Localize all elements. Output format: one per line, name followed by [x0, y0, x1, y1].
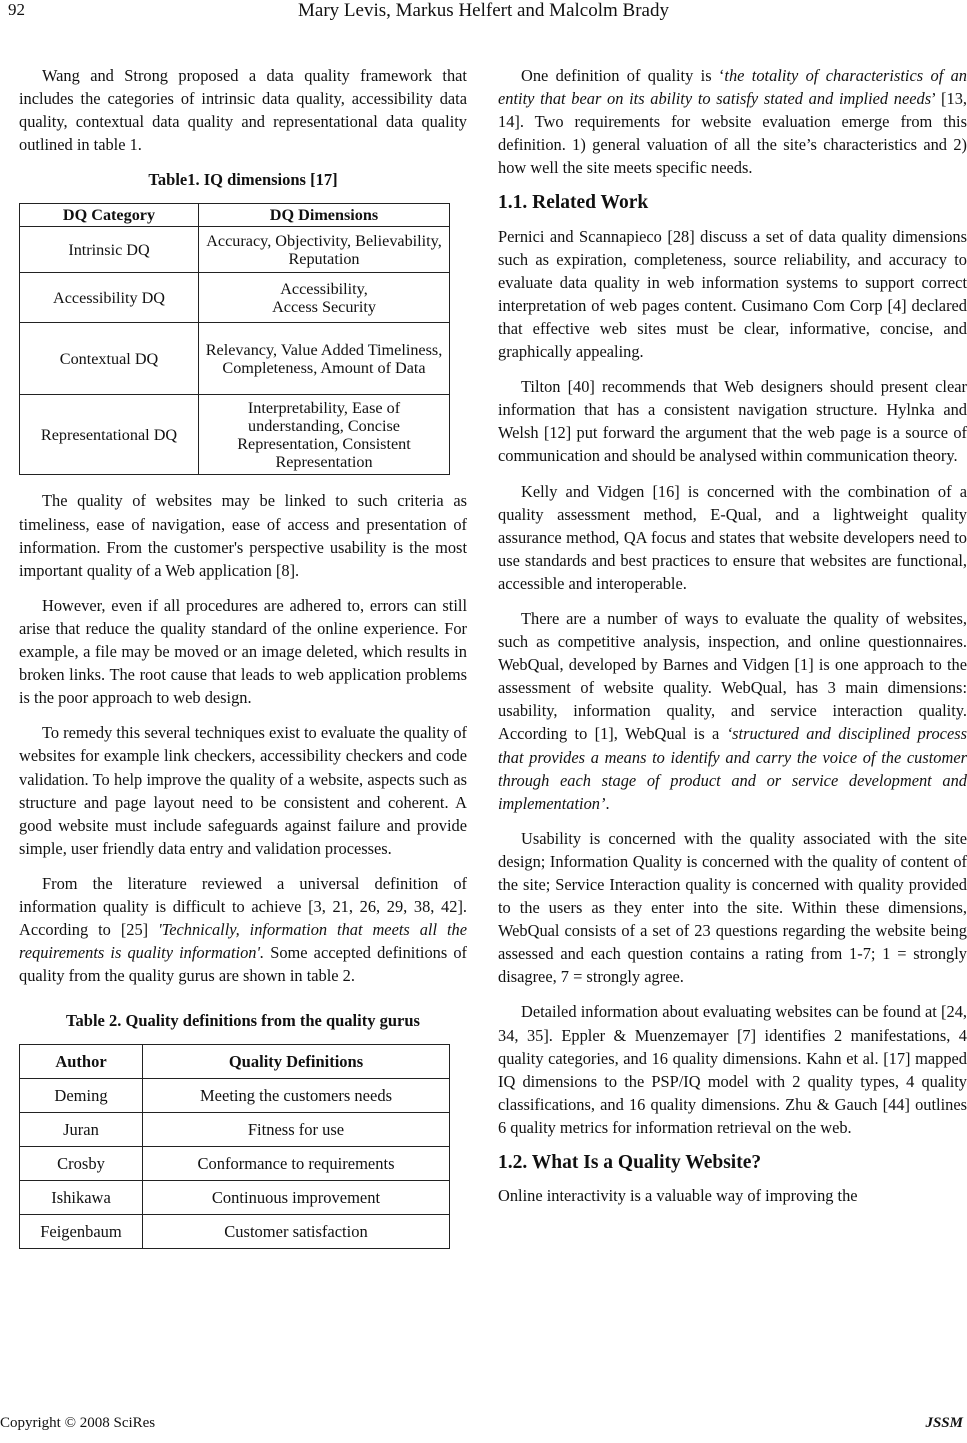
quote: the totality of characteristics of an entity that bear on its ability to satisfy stated and implied needs	[498, 66, 967, 109]
table2-caption: Table 2. Quality definitions from the quality gurus	[66, 1011, 420, 1031]
section-heading: 1.1. Related Work	[498, 192, 649, 214]
table-cell: Conformance to requirements	[143, 1147, 450, 1181]
table-cell: Meeting the customers needs	[143, 1079, 450, 1113]
table-cell: Customer satisfaction	[143, 1215, 450, 1249]
paragraph-text: There are a number of ways to evaluate the quality of websites, such as competitive analysis, inspection, and online questionnaires. WebQual, developed by Barnes and Vidgen [1] is one approach to the assessment of website quality. WebQual, has 3 main dimensions: usability, information quality, and service interaction quality. According to [1], WebQual is a	[498, 608, 967, 744]
paragraph	[498, 64, 967, 179]
table-header: Author	[20, 1045, 143, 1079]
page-number: 92	[8, 0, 25, 19]
table-cell: Continuous improvement	[143, 1181, 450, 1215]
table-row	[20, 1147, 450, 1181]
table-cell: Accessibility, Access Security	[199, 273, 450, 323]
quote: ‘structured and disciplined process that provides a means to identify and carry the voice of the customer through each stage of product and or service development and implementation’	[498, 724, 967, 813]
table-header-row	[20, 1045, 450, 1079]
paragraph: To remedy this several techniques exist to evaluate the quality of websites for example link checkers, accessibility checkers and code validation. To help improve the quality of a website, aspects such as structure and page layout need to be consistent and coherent. A good website must include safeguards against failure and provide simple, user friendly data entry and validation processes.	[19, 723, 467, 858]
paragraph-text: ’ [13, 14]. Two requirements for website evaluation emerge from this definition. 1) general valuation of all the site’s characteristics and 2) how well the site meets specific needs.	[498, 89, 967, 178]
table-cell: Intrinsic DQ	[20, 227, 199, 273]
table-cell: Juran	[20, 1113, 143, 1147]
table-cell: Contextual DQ	[20, 323, 199, 395]
table-header: DQ Dimensions	[199, 204, 450, 227]
table-header-row	[20, 204, 450, 227]
table-cell: Accuracy, Objectivity, Believability, Reputation	[199, 227, 450, 273]
paragraph: Detailed information about evaluating websites can be found at [24, 34, 35]. Eppler & Muenzemayer [7] identifies 2 manifestations, 4 quality categories, and 16 quality dimensions. Kahn et al. [17] mapped IQ dimensions to the PSP/IQ model with 2 quality types, 4 quality classifications, and 16 quality dimensions. Zhu & Gauch [44] outlines 6 quality metrics for information retrieval on the web.	[498, 1002, 967, 1137]
table-cell: Fitness for use	[143, 1113, 450, 1147]
copyright: Copyright © 2008 SciRes	[0, 1415, 156, 1431]
paragraph: Kelly and Vidgen [16] is concerned with the combination of a quality assessment method, E-Qual, and a lightweight quality assurance method, QA focus and states that website developers need to use standards and best practices to ensure that websites are functional, accessible and interoperable.	[498, 481, 967, 593]
table-row	[20, 1113, 450, 1147]
right-column	[498, 64, 967, 1219]
paragraph-text: .	[605, 793, 610, 813]
table-header: Quality Definitions	[143, 1045, 450, 1079]
table-cell: Representational DQ	[20, 395, 199, 475]
table-row	[20, 1079, 450, 1113]
paragraph: However, even if all procedures are adhered to, errors can still arise that reduce the quality standard of the online experience. For example, a file may be moved or an image deleted, which results in broken links. The root cause that leads to web application problems is the poor approach to web design.	[19, 595, 467, 708]
table-row	[20, 273, 450, 323]
paragraph: Usability is concerned with the quality associated with the site design; Information Quality is concerned with the quality of content of the site; Service Interaction quality is concerned with quality provided to the users as they enter into the site. Within these dimensions, WebQual consists of a set of 23 questions regarding the website being assessed and each question contains a rating from 1-7; 1 = strongly disagree, 7 = strongly agree.	[498, 828, 967, 987]
paragraph-text: Some accepted definitions of quality from the quality gurus are shown in table 2.	[19, 943, 467, 986]
paragraph: The quality of websites may be linked to such criteria as timeliness, ease of navigation, ease of access and presentation of information. From the customer's perspective usability is the most important quality of a Web application [8].	[19, 491, 467, 580]
paragraph	[498, 607, 967, 815]
paragraph-text: From the literature reviewed a universal definition of information quality is difficult to achieve [3, 21, 26, 29, 38, 42]. According to [25]	[19, 873, 467, 940]
table1-caption: Table1. IQ dimensions [17]	[148, 170, 338, 190]
table-header: DQ Category	[20, 204, 199, 227]
table-cell: Interpretability, Ease of understanding, Concise Representation, Consistent Representation	[199, 395, 450, 475]
table-row	[20, 323, 450, 395]
table-cell: Relevancy, Value Added Timeliness, Completeness, Amount of Data	[199, 323, 450, 395]
section-heading: 1.2. What Is a Quality Website?	[498, 1152, 762, 1174]
journal-name: JSSM	[925, 1415, 963, 1431]
table-row	[20, 395, 450, 475]
table1	[19, 203, 450, 475]
table-row	[20, 1181, 450, 1215]
table-row	[20, 227, 450, 273]
table-row	[20, 1215, 450, 1249]
table-cell: Ishikawa	[20, 1181, 143, 1215]
table2	[19, 1044, 450, 1249]
paragraph: Tilton [40] recommends that Web designers should present clear information that has a consistent navigation structure. Hylnka and Welsh [12] put forward the argument that the web page is a source of communication and should be analysed within communication theory.	[498, 377, 967, 466]
quote: 'Technically, information that meets all the requirements is quality information'.	[19, 920, 468, 963]
table-cell: Deming	[20, 1079, 143, 1113]
paragraph: Pernici and Scannapieco [28] discuss a set of data quality dimensions such as expiration, completeness, source reliability, and accuracy to evaluate data quality in web information systems to support correct interpretation of web pages content. Cusimano Com Corp [4] declared that effective web sites must be clear, informative, concise, and graphically appealing.	[498, 226, 967, 362]
table-cell: Accessibility DQ	[20, 273, 199, 323]
table-cell: Feigenbaum	[20, 1215, 143, 1249]
running-header: Mary Levis, Markus Helfert and Malcolm Brady	[298, 0, 669, 21]
table-cell: Crosby	[20, 1147, 143, 1181]
paragraph-text: One definition of quality is ‘	[521, 66, 725, 85]
paragraph: Online interactivity is a valuable way of improving the	[498, 1186, 858, 1206]
left-column	[19, 64, 467, 1249]
paragraph: Wang and Strong proposed a data quality framework that includes the categories of intrinsic data quality, accessibility data quality, contextual data quality and representational data quality outlined in table 1.	[19, 66, 467, 155]
paragraph	[19, 872, 467, 987]
